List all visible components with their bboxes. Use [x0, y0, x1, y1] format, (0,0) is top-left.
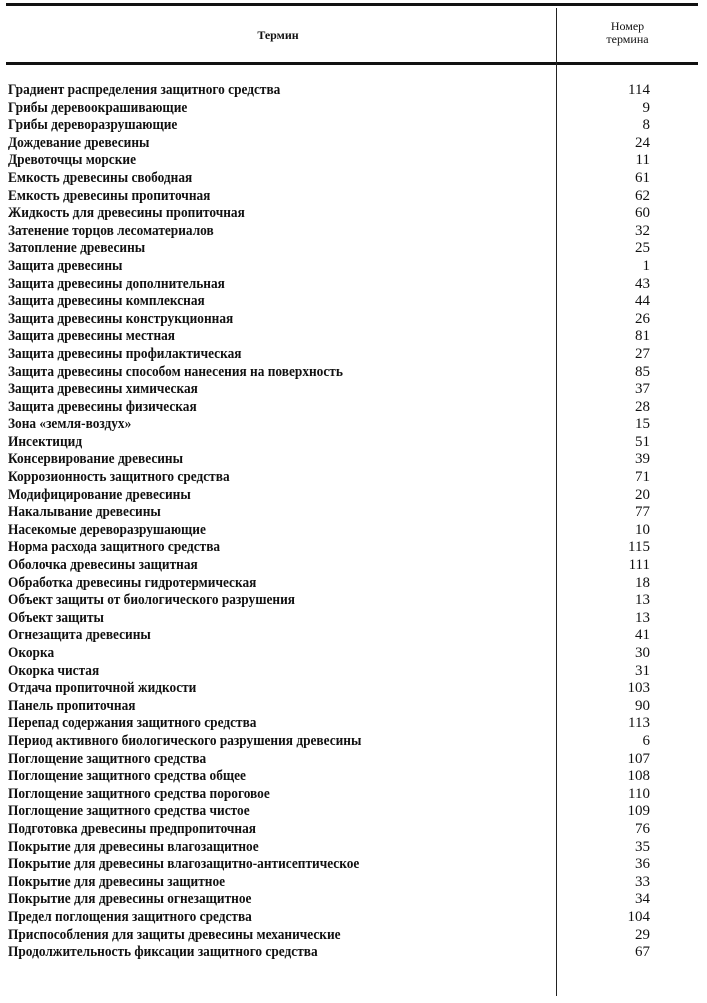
table-row: [8, 223, 698, 241]
table-row: [8, 627, 698, 645]
term-number: 43: [635, 275, 650, 292]
term-number: 111: [628, 557, 650, 574]
table-row: [8, 311, 698, 329]
term-number: 108: [627, 768, 650, 785]
table-row: [8, 751, 698, 769]
term-text: Модифицирование древесины: [8, 486, 191, 503]
term-text: Перепад содержания защитного средства: [8, 715, 257, 732]
term-number: 35: [635, 838, 650, 855]
term-number: 36: [635, 856, 650, 873]
term-number: 32: [635, 222, 650, 239]
term-text: Панель пропиточная: [8, 697, 136, 714]
table-row: [8, 364, 698, 382]
term-number: 1: [642, 257, 650, 274]
term-number: 103: [627, 680, 650, 697]
term-text: Инсектицид: [8, 433, 83, 450]
term-text: Подготовка древесины предпропиточная: [8, 820, 257, 837]
term-number: 24: [635, 134, 650, 151]
term-text: Емкость древесины свободная: [8, 169, 193, 186]
table-row: [8, 821, 698, 839]
term-text: Защита древесины местная: [8, 328, 176, 345]
term-number: 13: [635, 609, 650, 626]
term-number: 37: [635, 381, 650, 398]
table-row: [8, 240, 698, 258]
term-number: 13: [635, 592, 650, 609]
table-row: [8, 592, 698, 610]
term-number: 34: [635, 891, 650, 908]
term-text: Дождевание древесины: [8, 134, 150, 151]
table-row: [8, 539, 698, 557]
column-header-number: [557, 20, 698, 46]
term-number: 110: [628, 785, 650, 802]
term-number: 81: [635, 328, 650, 345]
term-text: Приспособления для защиты древесины механические: [8, 926, 341, 943]
term-number: 104: [627, 908, 650, 925]
table-row: [8, 276, 698, 294]
table-row: [8, 874, 698, 892]
term-text: Покрытие для древесины влагозащитно-антисептическое: [8, 856, 360, 873]
term-text: Накалывание древесины: [8, 504, 161, 521]
term-text: Коррозионность защитного средства: [8, 469, 230, 486]
table-row: [8, 610, 698, 628]
term-text: Жидкость для древесины пропиточная: [8, 205, 245, 222]
table-row: [8, 346, 698, 364]
table-row: [8, 663, 698, 681]
term-text: Защита древесины способом нанесения на поверхность: [8, 363, 343, 380]
table-row: [8, 715, 698, 733]
term-text: Зона «земля-воздух»: [8, 416, 132, 433]
term-text: Покрытие для древесины защитное: [8, 873, 226, 890]
term-number: 114: [628, 82, 650, 98]
table-row: [8, 698, 698, 716]
term-text: Покрытие для древесины влагозащитное: [8, 838, 259, 855]
term-number: 71: [635, 469, 650, 486]
term-text: Окорка: [8, 645, 55, 661]
table-row: [8, 205, 698, 223]
term-text: Градиент распределения защитного средства: [8, 82, 281, 98]
term-number: 25: [635, 240, 650, 257]
term-text: Поглощение защитного средства пороговое: [8, 785, 270, 802]
term-number: 39: [635, 451, 650, 468]
term-text: Защита древесины: [8, 257, 123, 274]
term-text: Период активного биологического разрушения древесины: [8, 732, 362, 749]
term-number: 15: [635, 416, 650, 433]
term-number: 109: [627, 803, 650, 820]
table-row: [8, 522, 698, 540]
term-text: Защита древесины профилактическая: [8, 345, 242, 362]
table-row: [8, 803, 698, 821]
table-row: [8, 416, 698, 434]
term-text: Защита древесины физическая: [8, 398, 197, 415]
term-number: 31: [635, 662, 650, 679]
table-row: [8, 258, 698, 276]
header-bottom-rule: [6, 62, 698, 65]
term-text: Защита древесины дополнительная: [8, 275, 225, 292]
term-number: 60: [635, 205, 650, 222]
term-text: Защита древесины химическая: [8, 381, 198, 398]
table-row: [8, 188, 698, 206]
table-row: [8, 293, 698, 311]
term-text: Покрытие для древесины огнезащитное: [8, 891, 252, 908]
table-row: [8, 575, 698, 593]
term-number: 30: [635, 645, 650, 661]
term-text: Продолжительность фиксации защитного средства: [8, 944, 318, 961]
term-text: Поглощение защитного средства чистое: [8, 803, 250, 820]
term-number: 62: [635, 187, 650, 204]
term-number: 113: [628, 715, 650, 732]
term-number: 18: [635, 574, 650, 591]
table-row: [8, 680, 698, 698]
table-row: [8, 170, 698, 188]
term-text: Огнезащита древесины: [8, 627, 151, 644]
term-text: Поглощение защитного средства: [8, 750, 207, 767]
term-text: Окорка чистая: [8, 662, 100, 679]
column-header-number-line2: термина: [606, 32, 649, 46]
table-row: [8, 451, 698, 469]
column-header-term: Термин: [257, 28, 299, 42]
term-text: Грибы деревоокрашивающие: [8, 99, 188, 116]
table-row: [8, 328, 698, 346]
term-number: 8: [642, 117, 650, 134]
term-number: 44: [635, 293, 650, 310]
table-row: [8, 733, 698, 751]
column-header-number-line1: Номер: [610, 19, 645, 33]
table-row: [8, 82, 698, 100]
term-text: Оболочка древесины защитная: [8, 557, 198, 574]
term-text: Норма расхода защитного средства: [8, 539, 221, 556]
table-row: [8, 135, 698, 153]
term-text: Грибы дереворазрушающие: [8, 117, 178, 134]
term-text: Древоточцы морские: [8, 152, 137, 169]
term-text: Затопление древесины: [8, 240, 146, 257]
term-number: 29: [635, 926, 650, 943]
term-text: Затенение торцов лесоматериалов: [8, 222, 214, 239]
table-row: [8, 504, 698, 522]
term-text: Поглощение защитного средства общее: [8, 768, 246, 785]
term-number: 90: [635, 697, 650, 714]
term-number: 51: [635, 433, 650, 450]
table-row: [8, 839, 698, 857]
term-text: Объект защиты: [8, 609, 104, 626]
table-row: [8, 786, 698, 804]
table-row: [8, 944, 698, 962]
table-top-rule: [6, 3, 698, 6]
term-number: 20: [635, 486, 650, 503]
table-row: [8, 645, 698, 663]
table-row: [8, 469, 698, 487]
term-number: 85: [635, 363, 650, 380]
term-text: Насекомые дереворазрушающие: [8, 521, 206, 538]
table-row: [8, 856, 698, 874]
table-row: [8, 487, 698, 505]
table-row: [8, 381, 698, 399]
term-text: Предел поглощения защитного средства: [8, 908, 252, 925]
term-number: 6: [642, 732, 650, 749]
term-number: 33: [635, 873, 650, 890]
table-row: [8, 117, 698, 135]
term-text: Отдача пропиточной жидкости: [8, 680, 197, 697]
term-text: Обработка древесины гидротермическая: [8, 574, 257, 591]
term-number: 67: [635, 944, 650, 961]
term-number: 61: [635, 169, 650, 186]
term-number: 11: [635, 152, 650, 169]
term-text: Защита древесины комплексная: [8, 293, 205, 310]
term-number: 107: [627, 750, 650, 767]
term-number: 41: [635, 627, 650, 644]
term-number: 115: [628, 539, 650, 556]
term-number: 9: [642, 99, 650, 116]
term-text: Объект защиты от биологического разрушения: [8, 592, 295, 609]
table-row: [8, 891, 698, 909]
table-row: [8, 768, 698, 786]
table-row: [8, 100, 698, 118]
term-text: Консервирование древесины: [8, 451, 184, 468]
term-number: 77: [635, 504, 650, 521]
term-text: Емкость древесины пропиточная: [8, 187, 211, 204]
term-text: Защита древесины конструкционная: [8, 310, 234, 327]
term-number: 76: [635, 820, 650, 837]
table-row: [8, 399, 698, 417]
term-number: 28: [635, 398, 650, 415]
table-row: [8, 909, 698, 927]
term-index-table: [8, 82, 698, 962]
table-row: [8, 557, 698, 575]
table-row: [8, 434, 698, 452]
term-number: 27: [635, 345, 650, 362]
table-row: [8, 927, 698, 945]
table-row: [8, 152, 698, 170]
term-number: 10: [635, 521, 650, 538]
term-number: 26: [635, 310, 650, 327]
